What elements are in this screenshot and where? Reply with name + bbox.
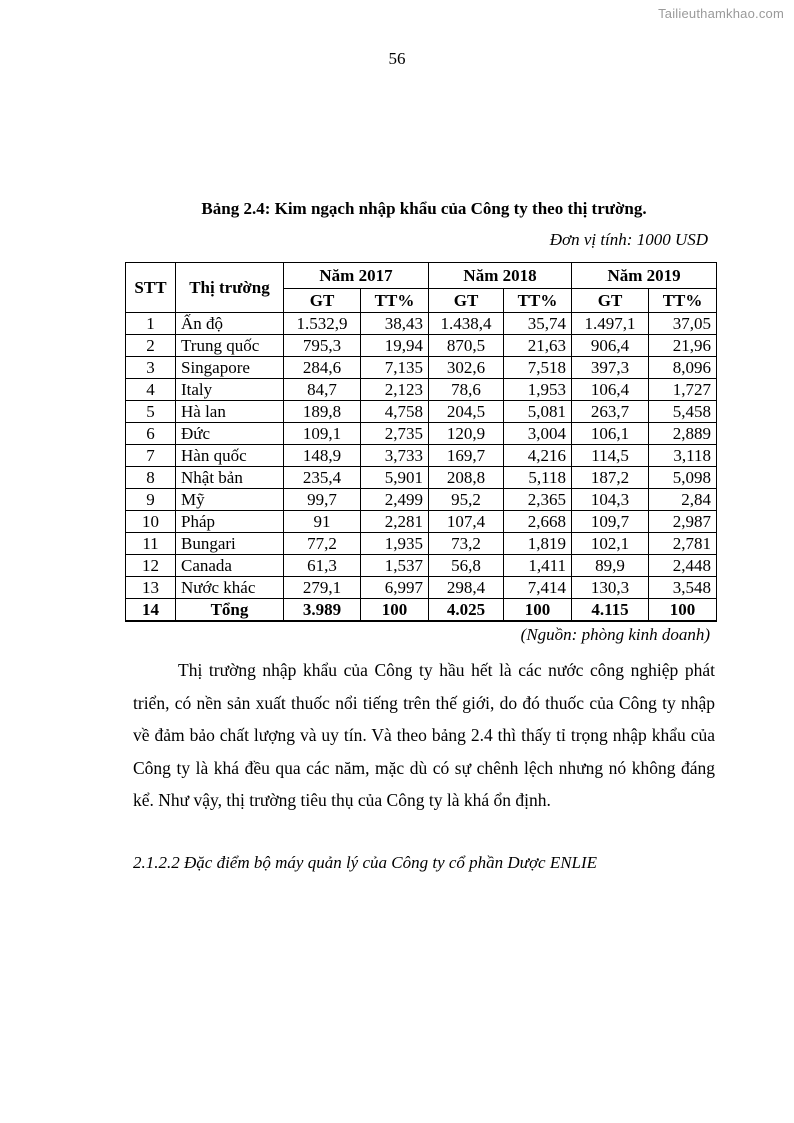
cell-market: Đức: [176, 423, 284, 445]
table-row: [126, 401, 717, 423]
header-gt: GT: [284, 289, 361, 313]
cell-stt: 9: [126, 489, 176, 511]
cell-gt: 84,7: [284, 379, 361, 401]
cell-tt: 5,458: [649, 401, 717, 423]
cell-gt: 263,7: [572, 401, 649, 423]
cell-tt: 7,135: [361, 357, 429, 379]
table-source: (Nguồn: phòng kinh doanh): [520, 625, 710, 644]
section-heading: 2.1.2.2 Đặc điểm bộ máy quản lý của Công ty cổ phần Dược ENLIE: [133, 853, 598, 872]
cell-stt: 5: [126, 401, 176, 423]
header-tt: TT%: [649, 289, 717, 313]
cell-gt: 120,9: [429, 423, 504, 445]
cell-gt: 1.497,1: [572, 313, 649, 335]
cell-gt: 114,5: [572, 445, 649, 467]
cell-tt: 2,84: [649, 489, 717, 511]
cell-gt: 106,4: [572, 379, 649, 401]
cell-tt: 1,411: [504, 555, 572, 577]
cell-gt: 1.438,4: [429, 313, 504, 335]
cell-gt: 73,2: [429, 533, 504, 555]
cell-gt: 1.532,9: [284, 313, 361, 335]
cell-tt: 1,953: [504, 379, 572, 401]
cell-gt: 109,7: [572, 511, 649, 533]
cell-tt: 21,63: [504, 335, 572, 357]
cell-gt: 61,3: [284, 555, 361, 577]
table-title: Bảng 2.4: Kim ngạch nhập khẩu của Công ty theo thị trường.: [201, 199, 647, 218]
cell-market: Hà lan: [176, 401, 284, 423]
cell-tt: 1,935: [361, 533, 429, 555]
watermark: Tailieuthamkhao.com: [658, 6, 784, 21]
cell-gt: 91: [284, 511, 361, 533]
cell-tt: 5,098: [649, 467, 717, 489]
cell-tt: 2,499: [361, 489, 429, 511]
cell-gt: 104,3: [572, 489, 649, 511]
cell-stt: 1: [126, 313, 176, 335]
cell-market: Singapore: [176, 357, 284, 379]
table-row: [126, 357, 717, 379]
table-body: [126, 313, 717, 622]
header-year-2019: Năm 2019: [572, 263, 717, 289]
cell-tt: 2,889: [649, 423, 717, 445]
cell-tt: 2,281: [361, 511, 429, 533]
cell-tt: 4,758: [361, 401, 429, 423]
cell-tt: 3,733: [361, 445, 429, 467]
cell-gt: 302,6: [429, 357, 504, 379]
cell-tt: 21,96: [649, 335, 717, 357]
cell-gt: 56,8: [429, 555, 504, 577]
cell-gt: 189,8: [284, 401, 361, 423]
header-gt: GT: [572, 289, 649, 313]
cell-stt: 2: [126, 335, 176, 357]
cell-tt: 2,448: [649, 555, 717, 577]
cell-tt: 100: [649, 599, 717, 622]
cell-gt: 284,6: [284, 357, 361, 379]
table-row: [126, 379, 717, 401]
cell-market: Ấn độ: [176, 313, 284, 335]
cell-tt: 2,781: [649, 533, 717, 555]
cell-gt: 208,8: [429, 467, 504, 489]
cell-tt: 1,727: [649, 379, 717, 401]
cell-gt: 795,3: [284, 335, 361, 357]
cell-gt: 870,5: [429, 335, 504, 357]
cell-gt: 109,1: [284, 423, 361, 445]
table-unit: Đơn vị tính: 1000 USD: [549, 230, 708, 249]
cell-stt: 6: [126, 423, 176, 445]
cell-market: Tổng: [176, 599, 284, 622]
cell-gt: 235,4: [284, 467, 361, 489]
cell-gt: 4.025: [429, 599, 504, 622]
table-row: [126, 577, 717, 599]
cell-tt: 6,997: [361, 577, 429, 599]
header-tt: TT%: [361, 289, 429, 313]
cell-tt: 1,537: [361, 555, 429, 577]
cell-tt: 35,74: [504, 313, 572, 335]
page-number: 56: [388, 49, 406, 68]
cell-gt: 89,9: [572, 555, 649, 577]
table-row: [126, 555, 717, 577]
cell-gt: 130,3: [572, 577, 649, 599]
cell-tt: 5,901: [361, 467, 429, 489]
header-gt: GT: [429, 289, 504, 313]
cell-tt: 38,43: [361, 313, 429, 335]
cell-tt: 7,414: [504, 577, 572, 599]
cell-stt: 13: [126, 577, 176, 599]
cell-tt: 2,668: [504, 511, 572, 533]
cell-gt: 107,4: [429, 511, 504, 533]
cell-stt: 8: [126, 467, 176, 489]
cell-gt: 279,1: [284, 577, 361, 599]
body-paragraph: Thị trường nhập khẩu của Công ty hầu hết là các nước công nghiệp phát triển, có nền sản xuất thuốc nổi tiếng trên thế giới, do đó thuốc của Công ty nhập về đảm bảo chất lượng và uy tín. Và theo bảng 2.4 thì thấy tỉ trọng nhập khẩu của Công ty là khá đều qua các năm, mặc dù có sự chênh lệch nhưng nó không đáng kể. Như vậy, thị trường tiêu thụ của Công ty là khá ổn định.: [133, 660, 715, 811]
table-row: [126, 467, 717, 489]
table-row: [126, 313, 717, 335]
cell-stt: 14: [126, 599, 176, 622]
cell-stt: 10: [126, 511, 176, 533]
cell-gt: 4.115: [572, 599, 649, 622]
table-row: [126, 511, 717, 533]
header-market: Thị trường: [176, 263, 284, 313]
cell-gt: 102,1: [572, 533, 649, 555]
cell-gt: 298,4: [429, 577, 504, 599]
header-tt: TT%: [504, 289, 572, 313]
cell-market: Italy: [176, 379, 284, 401]
cell-stt: 11: [126, 533, 176, 555]
cell-tt: 5,118: [504, 467, 572, 489]
table-row: [126, 489, 717, 511]
cell-market: Mỹ: [176, 489, 284, 511]
cell-tt: 7,518: [504, 357, 572, 379]
cell-gt: 906,4: [572, 335, 649, 357]
cell-tt: 3,004: [504, 423, 572, 445]
cell-market: Trung quốc: [176, 335, 284, 357]
table-row: [126, 335, 717, 357]
table-total-row: [126, 599, 717, 622]
cell-gt: 397,3: [572, 357, 649, 379]
cell-gt: 204,5: [429, 401, 504, 423]
cell-market: Hàn quốc: [176, 445, 284, 467]
cell-gt: 106,1: [572, 423, 649, 445]
cell-tt: 2,365: [504, 489, 572, 511]
cell-tt: 8,096: [649, 357, 717, 379]
cell-gt: 95,2: [429, 489, 504, 511]
cell-stt: 12: [126, 555, 176, 577]
cell-market: Pháp: [176, 511, 284, 533]
cell-market: Nhật bản: [176, 467, 284, 489]
cell-market: Bungari: [176, 533, 284, 555]
table-row: [126, 423, 717, 445]
cell-tt: 37,05: [649, 313, 717, 335]
cell-tt: 3,118: [649, 445, 717, 467]
cell-gt: 3.989: [284, 599, 361, 622]
table-row: [126, 445, 717, 467]
cell-market: Nước khác: [176, 577, 284, 599]
cell-tt: 100: [504, 599, 572, 622]
cell-tt: 1,819: [504, 533, 572, 555]
cell-gt: 99,7: [284, 489, 361, 511]
cell-gt: 78,6: [429, 379, 504, 401]
cell-stt: 3: [126, 357, 176, 379]
cell-tt: 100: [361, 599, 429, 622]
cell-gt: 169,7: [429, 445, 504, 467]
header-stt: STT: [126, 263, 176, 313]
cell-tt: 19,94: [361, 335, 429, 357]
cell-gt: 187,2: [572, 467, 649, 489]
cell-tt: 2,987: [649, 511, 717, 533]
cell-stt: 7: [126, 445, 176, 467]
header-year-2017: Năm 2017: [284, 263, 429, 289]
cell-tt: 5,081: [504, 401, 572, 423]
import-turnover-table: [125, 262, 717, 622]
table-header-row: [126, 263, 717, 289]
cell-market: Canada: [176, 555, 284, 577]
header-year-2018: Năm 2018: [429, 263, 572, 289]
cell-gt: 148,9: [284, 445, 361, 467]
table-row: [126, 533, 717, 555]
cell-tt: 2,123: [361, 379, 429, 401]
cell-tt: 2,735: [361, 423, 429, 445]
cell-tt: 3,548: [649, 577, 717, 599]
cell-gt: 77,2: [284, 533, 361, 555]
cell-stt: 4: [126, 379, 176, 401]
cell-tt: 4,216: [504, 445, 572, 467]
